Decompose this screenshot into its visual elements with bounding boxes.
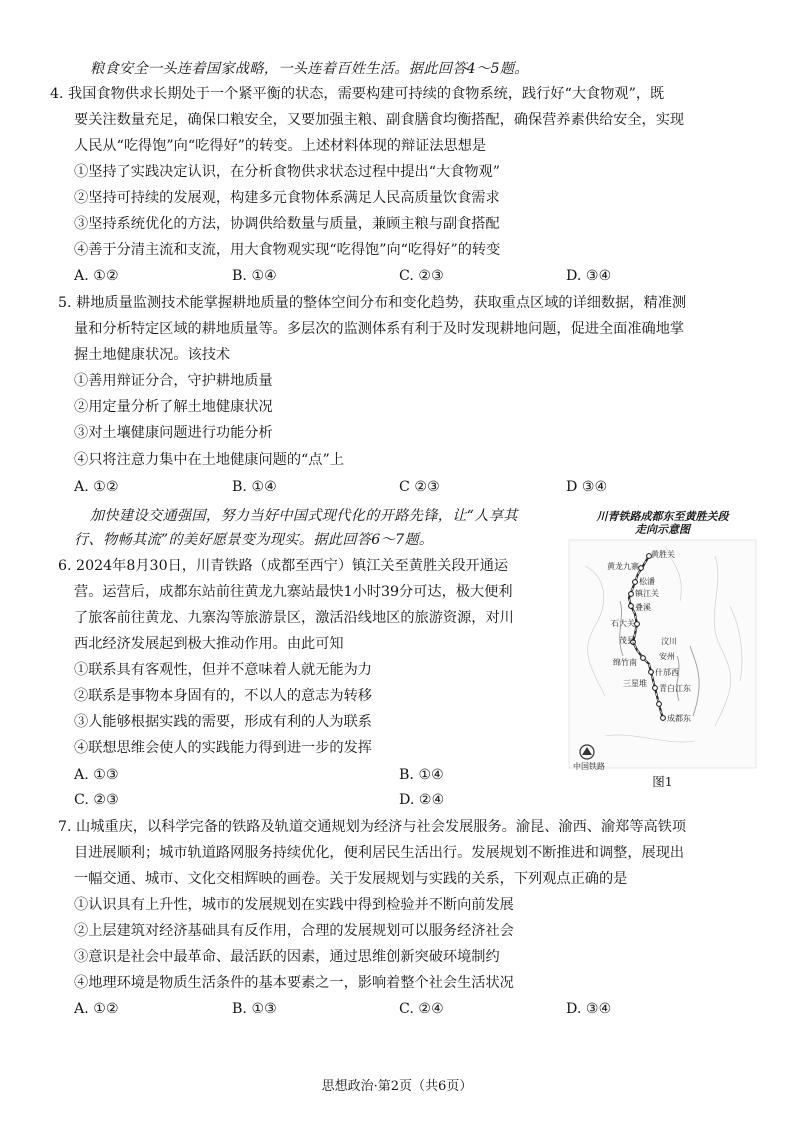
q5-statement: ②用定量分析了解土地健康状况 [74, 399, 273, 415]
q6-option-d[interactable]: D. ②④ [399, 792, 445, 808]
q7-statement: ④地理环境是物质生活条件的基本要素之一，影响着整个社会生活状况 [74, 975, 514, 991]
q5-option-a[interactable]: A. ①② [74, 479, 119, 495]
q5-option-c[interactable]: C ②③ [399, 479, 440, 495]
q7-statement: ③意识是社会中最革命、最活跃的因素，通过思维创新突破环境制约 [74, 949, 500, 965]
station-label: 松潘 [639, 577, 655, 586]
q6-stem-line: 了旅客前往黄龙、九寨沟等旅游景区，激活沿线地区的旅游资源，对川 [74, 610, 514, 626]
q4-statement: ④善于分清主流和支流，用大食物观实现“吃得饱”向“吃得好”的转变 [74, 242, 501, 258]
q5-statement: ③对土壤健康问题进行功能分析 [74, 425, 273, 441]
q7-option-c[interactable]: C. ②④ [399, 1001, 444, 1017]
map-title-line2: 走向示意图 [635, 523, 690, 536]
q6-statement: ①联系具有客观性，但并不意味着人就无能为力 [74, 662, 372, 678]
q7-stem-line: 7. 山城重庆，以科学完备的铁路及轨道交通规划为经济与社会发展服务。渝昆、渝西、渝郑等高铁项 [58, 819, 687, 835]
railway-route-map [565, 506, 760, 806]
station-label: 黄龙九寨 [607, 562, 639, 571]
q7-stem-line: 一幅交通、城市、文化交相辉映的画卷。关于发展规划与实践的关系，下列观点正确的是 [74, 871, 628, 887]
station-label: 镇江关 [635, 589, 659, 598]
station-label: 安州 [659, 652, 675, 661]
q6-statement: ④联想思维会使人的实践能力得到进一步的发挥 [74, 740, 372, 756]
q5-stem-line: 5. 耕地质量监测技术能掌握耕地质量的整体空间分布和变化趋势，获取重点区域的详细数据，精准测 [58, 295, 687, 311]
station-label: 绵竹南 [613, 658, 637, 667]
q4-option-a[interactable]: A. ①② [74, 268, 119, 284]
station-label: 茂县 [619, 636, 635, 645]
q6-option-b[interactable]: B. ①④ [399, 767, 444, 783]
station-label: 汶川 [661, 637, 677, 646]
q4-option-b[interactable]: B. ①④ [232, 268, 277, 284]
q6-option-a[interactable]: A. ①③ [74, 767, 119, 783]
q7-option-a[interactable]: A. ①② [74, 1001, 119, 1017]
q5-option-b[interactable]: B. ①④ [232, 479, 277, 495]
q5-stem-line: 握土地健康状况。该技术 [74, 347, 231, 363]
q7-stem-line: 目进展顺利；城市轨道路网服务持续优化，便利居民生活出行。发展规划不断推进和调整，展现出 [74, 845, 685, 861]
q6-stem-line: 西北经济发展起到极大推动作用。由此可知 [74, 636, 344, 652]
map-title-line1: 川青铁路成都东至黄胜关段 [596, 510, 729, 523]
q4-stem-line: 要关注数量充足，确保口粮安全，又要加强主粮、副食膳食均衡搭配，确保营养素供给安全，实现 [74, 112, 685, 128]
station-label: 石大关 [611, 619, 635, 628]
q7-option-d[interactable]: D. ③④ [566, 1001, 612, 1017]
q4-statement: ③坚持系统优化的方法，协调供给数量与质量，兼顾主粮与副食搭配 [74, 216, 500, 232]
station-label: 青白江东 [659, 684, 691, 693]
station-label: 黄胜关 [651, 550, 675, 559]
q4-stem-line: 人民从“吃得饱”向“吃得好”的转变。上述材料体现的辩证法思想是 [74, 138, 487, 154]
station-label: 什邡西 [655, 668, 679, 677]
q6-option-c[interactable]: C. ②③ [74, 792, 119, 808]
q4-stem-line: 4. 我国食物供求长期处于一个紧平衡的状态，需要构建可持续的食物系统，践行好“大食物观”，既 [50, 86, 665, 102]
q7-statement: ①认识具有上升性，城市的发展规划在实践中得到检验并不断向前发展 [74, 897, 514, 913]
q5-statement: ①善用辩证分合，守护耕地质量 [74, 373, 273, 389]
q4-option-d[interactable]: D. ③④ [566, 268, 612, 284]
q6-statement: ②联系是事物本身固有的，不以人的意志为转移 [74, 688, 372, 704]
q6-stem-line: 营。运营后，成都东站前往黄龙九寨站最快1小时39分可达，极大便利 [74, 584, 513, 600]
q6-stem-line: 6. 2024年8月30日，川青铁路（成都至西宁）镇江关至黄胜关段开通运 [58, 558, 509, 574]
q5-statement: ④只将注意力集中在土地健康问题的“点”上 [74, 452, 344, 468]
station-label: 叠溪 [635, 603, 651, 612]
station-label: 成都东 [667, 714, 691, 723]
q4-statement: ①坚持了实践决定认识，在分析食物供求状态过程中提出“大食物观” [74, 164, 500, 180]
china-railway-logo-text: 中国铁路 [573, 762, 605, 771]
q5-option-d[interactable]: D ③④ [566, 479, 608, 495]
intro-6-7-line: 行、物畅其流”的美好愿景变为现实。据此回答6～7题。 [74, 532, 434, 548]
intro-6-7-line: 加快建设交通强国，努力当好中国式现代化的开路先锋，让“人享其 [90, 508, 518, 524]
station-label: 三星堆 [623, 679, 647, 688]
q7-statement: ②上层建筑对经济基础具有反作用，合理的发展规划可以服务经济社会 [74, 923, 514, 939]
figure-caption: 图1 [652, 774, 673, 789]
q5-stem-line: 量和分析特定区域的耕地质量等。多层次的监测体系有利于及时发现耕地问题，促进全面准确地掌 [74, 321, 685, 337]
page-footer: 思想政治·第2页（共6页） [321, 1079, 473, 1094]
q6-statement: ③人能够根据实践的需要，形成有利的人为联系 [74, 714, 372, 730]
intro-4-5: 粮食安全一头连着国家战略，一头连着百姓生活。据此回答4～5题。 [90, 61, 529, 77]
q4-statement: ②坚持可持续的发展观，构建多元食物体系满足人民高质量饮食需求 [74, 190, 500, 206]
q7-option-b[interactable]: B. ①③ [232, 1001, 277, 1017]
q4-option-c[interactable]: C. ②③ [399, 268, 444, 284]
